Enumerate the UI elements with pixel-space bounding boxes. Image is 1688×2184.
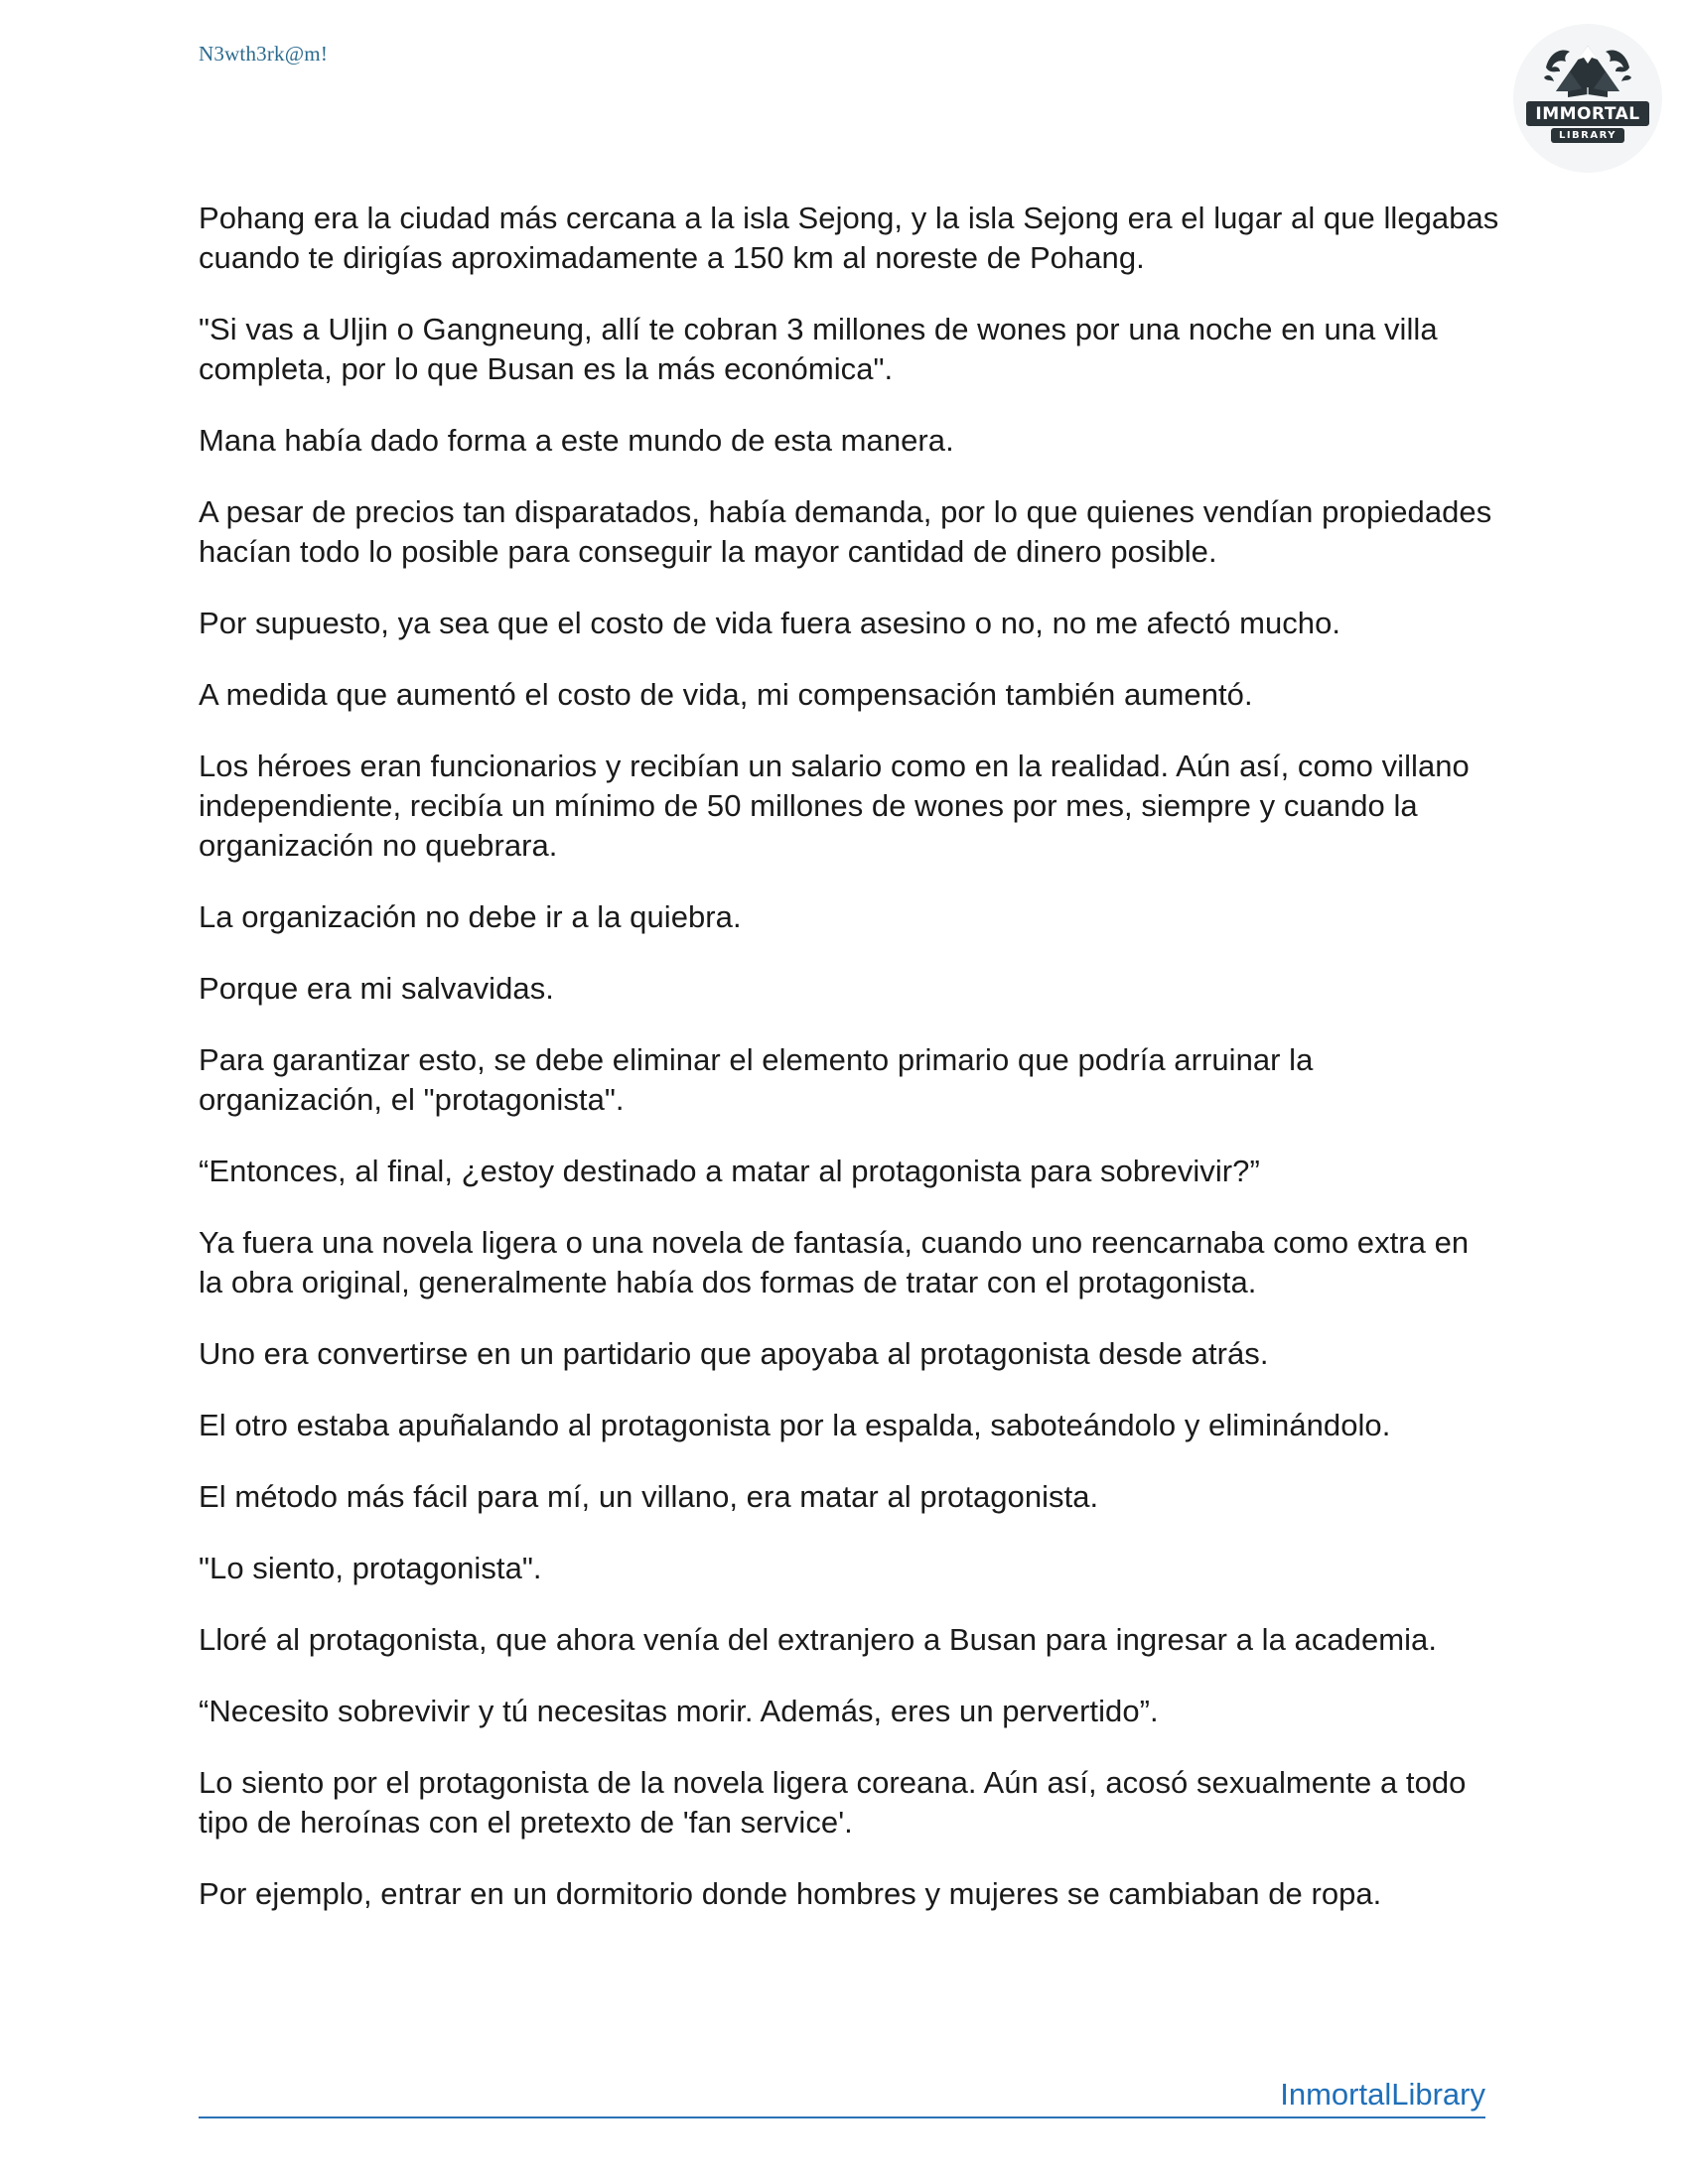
paragraph: A medida que aumentó el costo de vida, mi compensación también aumentó. [199, 677, 1253, 712]
paragraph: El otro estaba apuñalando al protagonista por la espalda, saboteándolo y eliminándolo. [199, 1408, 1391, 1442]
paragraph: "Si vas a Uljin o Gangneung, allí te cobran 3 millones de wones por una noche en una villa completa, por lo que Busan es la más económica". [199, 312, 1438, 386]
header-watermark-tag: N3wth3rk@m! [199, 42, 329, 66]
paragraph: La organización no debe ir a la quiebra. [199, 899, 742, 934]
paragraph: “Entonces, al final, ¿estoy destinado a matar al protagonista para sobrevivir?” [199, 1154, 1260, 1188]
paragraph: A pesar de precios tan disparatados, había demanda, por lo que quienes vendían propiedades hacían todo lo posible para conseguir la mayor cantidad de dinero posible. [199, 494, 1492, 569]
paragraph: Los héroes eran funcionarios y recibían un salario como en la realidad. Aún así, como villano independiente, recibía un mínimo de 50 millones de wones por mes, siempre y cuando la organización no quebrara. [199, 749, 1470, 863]
logo-word-immortal: IMMORTAL [1526, 101, 1648, 126]
mountain-dragon-emblem-icon [1540, 38, 1635, 99]
logo-word-library: LIBRARY [1551, 128, 1624, 143]
paragraph: “Necesito sobrevivir y tú necesitas morir. Además, eres un pervertido”. [199, 1694, 1159, 1728]
paragraph: Por supuesto, ya sea que el costo de vida fuera asesino o no, no me afectó mucho. [199, 606, 1341, 640]
paragraph: Mana había dado forma a este mundo de esta manera. [199, 423, 954, 458]
paragraph: Para garantizar esto, se debe eliminar el elemento primario que podría arruinar la organización, el "protagonista". [199, 1042, 1314, 1117]
paragraph: Uno era convertirse en un partidario que apoyaba al protagonista desde atrás. [199, 1336, 1269, 1371]
document-body [199, 199, 1499, 1946]
paragraph: Porque era mi salvavidas. [199, 971, 554, 1006]
paragraph: El método más fácil para mí, un villano, era matar al protagonista. [199, 1479, 1099, 1514]
paragraph: Pohang era la ciudad más cercana a la isla Sejong, y la isla Sejong era el lugar al que llegabas cuando te dirigías aproximadamente a 150 km al noreste de Pohang. [199, 201, 1499, 275]
paragraph: Lloré al protagonista, que ahora venía del extranjero a Busan para ingresar a la academia. [199, 1622, 1438, 1657]
footer-divider [199, 2116, 1485, 2118]
footer-library-link[interactable]: InmortalLibrary [1280, 2077, 1485, 2112]
paragraph: Por ejemplo, entrar en un dormitorio donde hombres y mujeres se cambiaban de ropa. [199, 1876, 1382, 1911]
immortal-library-logo [1513, 24, 1662, 173]
paragraph: Ya fuera una novela ligera o una novela de fantasía, cuando uno reencarnaba como extra en la obra original, generalmente había dos formas de tratar con el protagonista. [199, 1225, 1470, 1299]
paragraph: "Lo siento, protagonista". [199, 1551, 542, 1585]
paragraph: Lo siento por el protagonista de la novela ligera coreana. Aún así, acosó sexualmente a todo tipo de heroínas con el pretexto de 'fan service'. [199, 1765, 1467, 1840]
